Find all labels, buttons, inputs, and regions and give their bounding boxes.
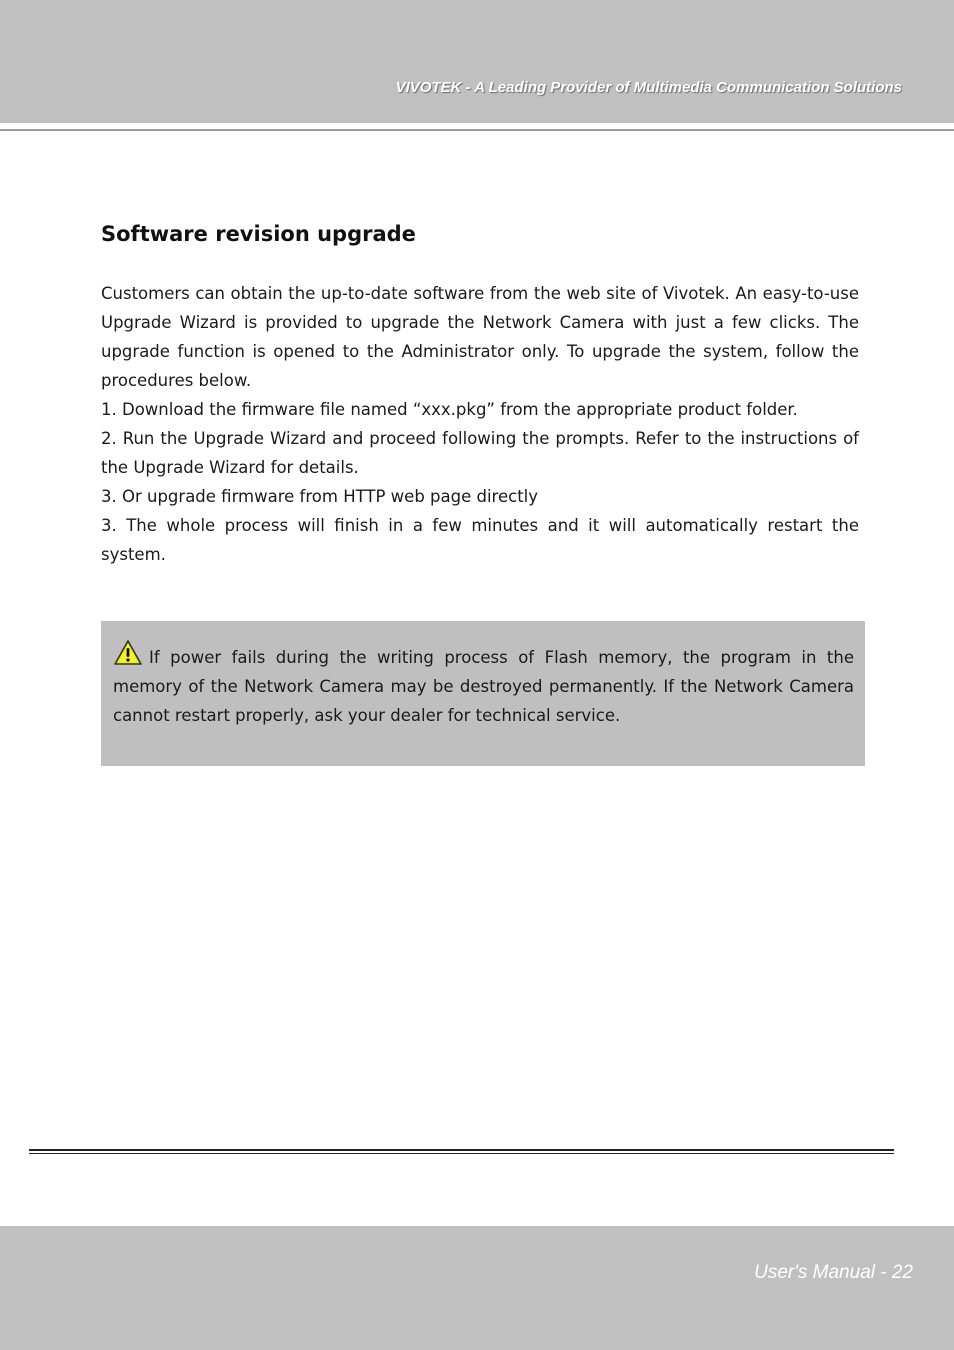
procedure-steps — [101, 395, 859, 569]
step-item: 2. Run the Upgrade Wizard and proceed following the prompts. Refer to the instructions of the Upgrade Wizard for details. — [101, 429, 859, 477]
main-content — [101, 218, 859, 569]
footer-divider — [29, 1149, 894, 1151]
step-item: 3. The whole process will finish in a few minutes and it will automatically restart the system. — [101, 516, 859, 564]
warning-paragraph — [113, 639, 854, 730]
warning-text: If power fails during the writing process of Flash memory, the program in the memory of the Network Camera may be destroyed permanently. If the Network Camera cannot restart properly, ask your dealer for technical service. — [113, 648, 854, 725]
page-number-label: User's Manual - 22 — [754, 1262, 913, 1283]
page-header — [0, 0, 954, 123]
page-footer — [0, 1226, 954, 1350]
intro-paragraph: Customers can obtain the up-to-date software from the web site of Vivotek. An easy-to-use Upgrade Wizard is provided to upgrade the Network Camera with just a few clicks. The upgrade function is opened to the Administrator only. To upgrade the system, follow the procedures below. — [101, 284, 859, 390]
step-item: 1. Download the firmware file named “xxx.pkg” from the appropriate product folder. — [101, 400, 798, 419]
warning-icon — [113, 639, 143, 667]
step-item: 3. Or upgrade firmware from HTTP web page directly — [101, 487, 539, 506]
header-tagline: VIVOTEK - A Leading Provider of Multimedia Communication Solutions — [395, 79, 902, 96]
header-divider — [0, 129, 954, 131]
section-title: Software revision upgrade — [101, 222, 416, 246]
footer-divider-thin — [29, 1153, 894, 1154]
warning-box — [101, 621, 865, 766]
